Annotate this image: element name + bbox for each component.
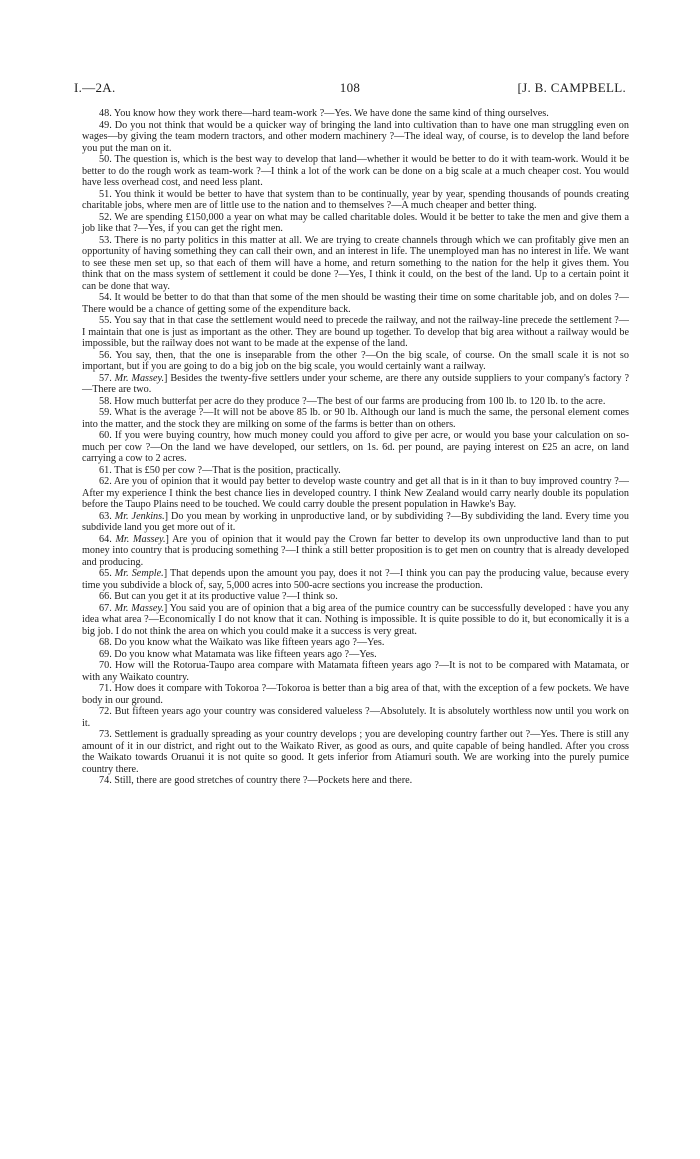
paragraph-text: 73. Settlement is gradually spreading as your country develops ; you are developing country farther out ?—Yes. There is still any amount of it in our district, and right out to the Waikato River, as good as ours, and quite capable of being handled. After you cross the Waikato towards Oruanui it is not quite so good. It gets inferior from Atiamuri south. We are working into the purely pumice country there. (82, 729, 629, 775)
paragraph: 67. Mr. Massey.] You said you are of opinion that a big area of the pumice country can be successfully developed : have you any idea what area ?—Economically I do not know that it can. Nothing is impossible. It is quite possible to do it, but economically it is a big job. I do not think the area on which you could make it a success is very great. (82, 602, 630, 637)
question-number: 63. (99, 510, 112, 522)
paragraph (82, 706, 629, 729)
speaker-name: Mr. Massey. (114, 372, 165, 384)
paragraph-text: 52. We are spending £150,000 a year on what may be called charitable doles. Would it be better to take the men and give them a job like that ?—Yes, if you can get the right men. (82, 211, 629, 234)
paragraph (82, 108, 629, 120)
paragraph (82, 315, 629, 350)
paragraph-text: 60. If you were buying country, how much money could you afford to give per acre, or would you base your calculation on so-much per cow ?—On the land we have developed, our settlers, on 1s. 6d. per pound, are paying interest on £25 an acre, on land carrying a cow to 2 acres. (82, 430, 629, 464)
paragraph-text: 56. You say, then, that the one is inseparable from the other ?—On the big scale, of course. On the small scale it is not so important, but if you are going to do a big job on the big scale, you would certainly want a railway. (82, 349, 629, 372)
paragraph (82, 465, 629, 477)
paragraph-text: 49. Do you not think that would be a quicker way of bringing the land into cultivation than to have one man struggling even on wages—by giving the team modern tractors, and other modern machinery ?—The ideal way, of course, is to develop the land before you put the man on it. (82, 119, 629, 154)
paragraph (82, 729, 629, 775)
page-number: 108 (339, 80, 361, 95)
paper-reference: I.—2A. (74, 80, 116, 95)
question-number: 67. (99, 602, 112, 614)
paragraph (82, 476, 629, 511)
paragraph (82, 407, 629, 430)
page-header (74, 80, 626, 98)
paragraph-text: 50. The question is, which is the best way to develop that land—whether it would be better to do it with team-work. Would it be better to do the rough work as team-work ?—I think a lot of the work can be done on a big scale at a much cheaper cost. You would have less overhead cost, and need less plant. (82, 154, 629, 188)
paragraph: 65. Mr. Semple.] That depends upon the amount you pay, does it not ?—I think you can pay the producing value, because every time you subdivide a block of, say, 5,000 acres into 500-acre sections you increase the production. (82, 568, 629, 591)
paragraph-text: 70. How will the Rotorua-Taupo area compare with Matamata fifteen years ago ?—It is not to be compared with Matamata, or with any Waikato country. (82, 660, 629, 683)
paragraph-text: 55. You say that in that case the settlement would need to precede the railway, and not the railway-line precede the settlement ?—I maintain that one is just as important as the other. They are bound up together. To develop that big area without a railway would be impossible, but the railway does not want to be made at the expense of the land. (82, 315, 629, 349)
speaker-name: Mr. Semple. (114, 568, 164, 579)
witness-name: [J. B. CAMPBELL. (517, 80, 626, 95)
paragraph (82, 189, 629, 212)
paragraph (82, 637, 629, 649)
paragraph-text: 72. But fifteen years ago your country was considered valueless ?—Absolutely. It is absolutely worthless now until you work on it. (82, 706, 629, 729)
speaker-name: Mr. Jenkins. (114, 510, 165, 522)
paragraph-text: 62. Are you of opinion that it would pay better to develop waste country and get all that is in it than to buy improved country ?—After my experience I think the best chance lies in developed country. I think New Zealand would carry nearly double its population before the Taupo Plains need to be touched. We could carry double the present population in Hawke's Bay. (82, 476, 629, 510)
paragraph-text: 74. Still, there are good stretches of country there ?—Pockets here and there. (99, 775, 413, 786)
paragraph-text: Are you of opinion that it would pay the Crown far better to develop its own unproductive land than to put money into country that is producing something ?—I think a still better proposition is to get men on country that is already developed and producing. (82, 533, 630, 568)
paragraph (82, 775, 629, 787)
paragraph (82, 212, 629, 235)
paragraph (82, 120, 629, 155)
paragraph-text: 53. There is no party politics in this matter at all. We are trying to create channels through which we can profitably give men an opportunity of having something they can call their own, and an interest in life. The unemployed man has no interest in life. We want to see these men set up, so that each of them will have a home, and return something to the nation for the help it gives them. You think that on the mass system of settlement it could be done ?—Yes, I think it could, on the best of the land. Up to a certain point it can be done that way. (82, 234, 629, 292)
paragraph-text: 59. What is the average ?—It will not be above 85 lb. or 90 lb. Although our land is much the same, the personal element comes into the matter, and the stock they are milking on some of the farms is better than on others. (82, 407, 629, 430)
speaker-name: Mr. Massey. (114, 602, 164, 614)
paragraph (82, 154, 629, 189)
paragraph-text: 48. You know how they work there—hard team-work ?—Yes. We have done the same kind of thing ourselves. (99, 108, 549, 119)
paragraph: 57. Mr. Massey.] Besides the twenty-five settlers under your scheme, are there any outside suppliers to your company's factory ?—There are two. (82, 372, 629, 395)
paragraph (82, 591, 629, 603)
paragraph-text: Besides the twenty-five settlers under your scheme, are there any outside suppliers to your company's factory ?—There are two. (82, 372, 629, 395)
paragraph-text: That depends upon the amount you pay, does it not ?—I think you can pay the producing value, because every time you subdivide a block of, say, 5,000 acres into 500-acre sections you increase the production. (82, 568, 629, 591)
paragraph (82, 350, 629, 373)
paragraph: 63. Mr. Jenkins.] Do you mean by working in unproductive land, or by subdividing ?—By subdividing the land. Every time you subdivide land you get more out of it. (82, 510, 629, 533)
paragraph-text: 54. It would be better to do that than that some of the men should be wasting their time on some charitable job, and on doles ?—There would be a chance of getting some of the expenditure back. (82, 292, 629, 315)
paragraph-text: Do you mean by working in unproductive land, or by subdividing ?—By subdividing the land. Every time you subdivide land you get more out of it. (82, 510, 629, 533)
paragraph (82, 235, 629, 293)
question-number: 57. (99, 372, 112, 384)
paragraph (82, 430, 629, 465)
paragraph-text: 68. Do you know what the Waikato was like fifteen years ago ?—Yes. (99, 637, 385, 648)
paragraph-text: 71. How does it compare with Tokoroa ?—Tokoroa is better than a big area of that, with the exception of a few pockets. We have body in our ground. (82, 683, 629, 706)
paragraph (82, 649, 629, 661)
paragraph-text: You said you are of opinion that a big area of the pumice country can be successfully developed : have you any idea what area ?—Economically I do not know that it can. Nothing is impossible. It is quite possible to do it, but economically it is a big job. I do not think the area on which you could make it a success is very great. (82, 602, 630, 637)
question-number: 65. (99, 568, 112, 579)
question-number: 64. (99, 533, 112, 545)
paragraph (82, 292, 629, 315)
paragraph-text: 51. You think it would be better to have that system than to be continually, year by year, spending thousands of pounds creating charitable jobs, where men are of little use to the nation and to themselves ?—A much cheaper and better thing. (82, 188, 629, 211)
paragraph (82, 396, 629, 408)
paragraph (82, 683, 629, 706)
paragraph-text: 69. Do you know what Matamata was like fifteen years ago ?—Yes. (99, 648, 377, 660)
paragraph: 64. Mr. Massey.] Are you of opinion that it would pay the Crown far better to develop its own unproductive land than to put money into country that is producing something ?—I think a still better proposition is to get men on country that is already developed and producing. (82, 533, 630, 568)
speaker-name: Mr. Massey. (115, 533, 166, 545)
document-body (82, 108, 629, 787)
paragraph-text: 66. But can you get it at its productive value ?—I think so. (99, 591, 338, 602)
paragraph-text: 61. That is £50 per cow ?—That is the position, practically. (99, 464, 341, 476)
paragraph-text: 58. How much butterfat per acre do they produce ?—The best of our farms are producing from 100 lb. to 120 lb. to the acre. (99, 395, 606, 407)
paragraph (82, 660, 629, 683)
